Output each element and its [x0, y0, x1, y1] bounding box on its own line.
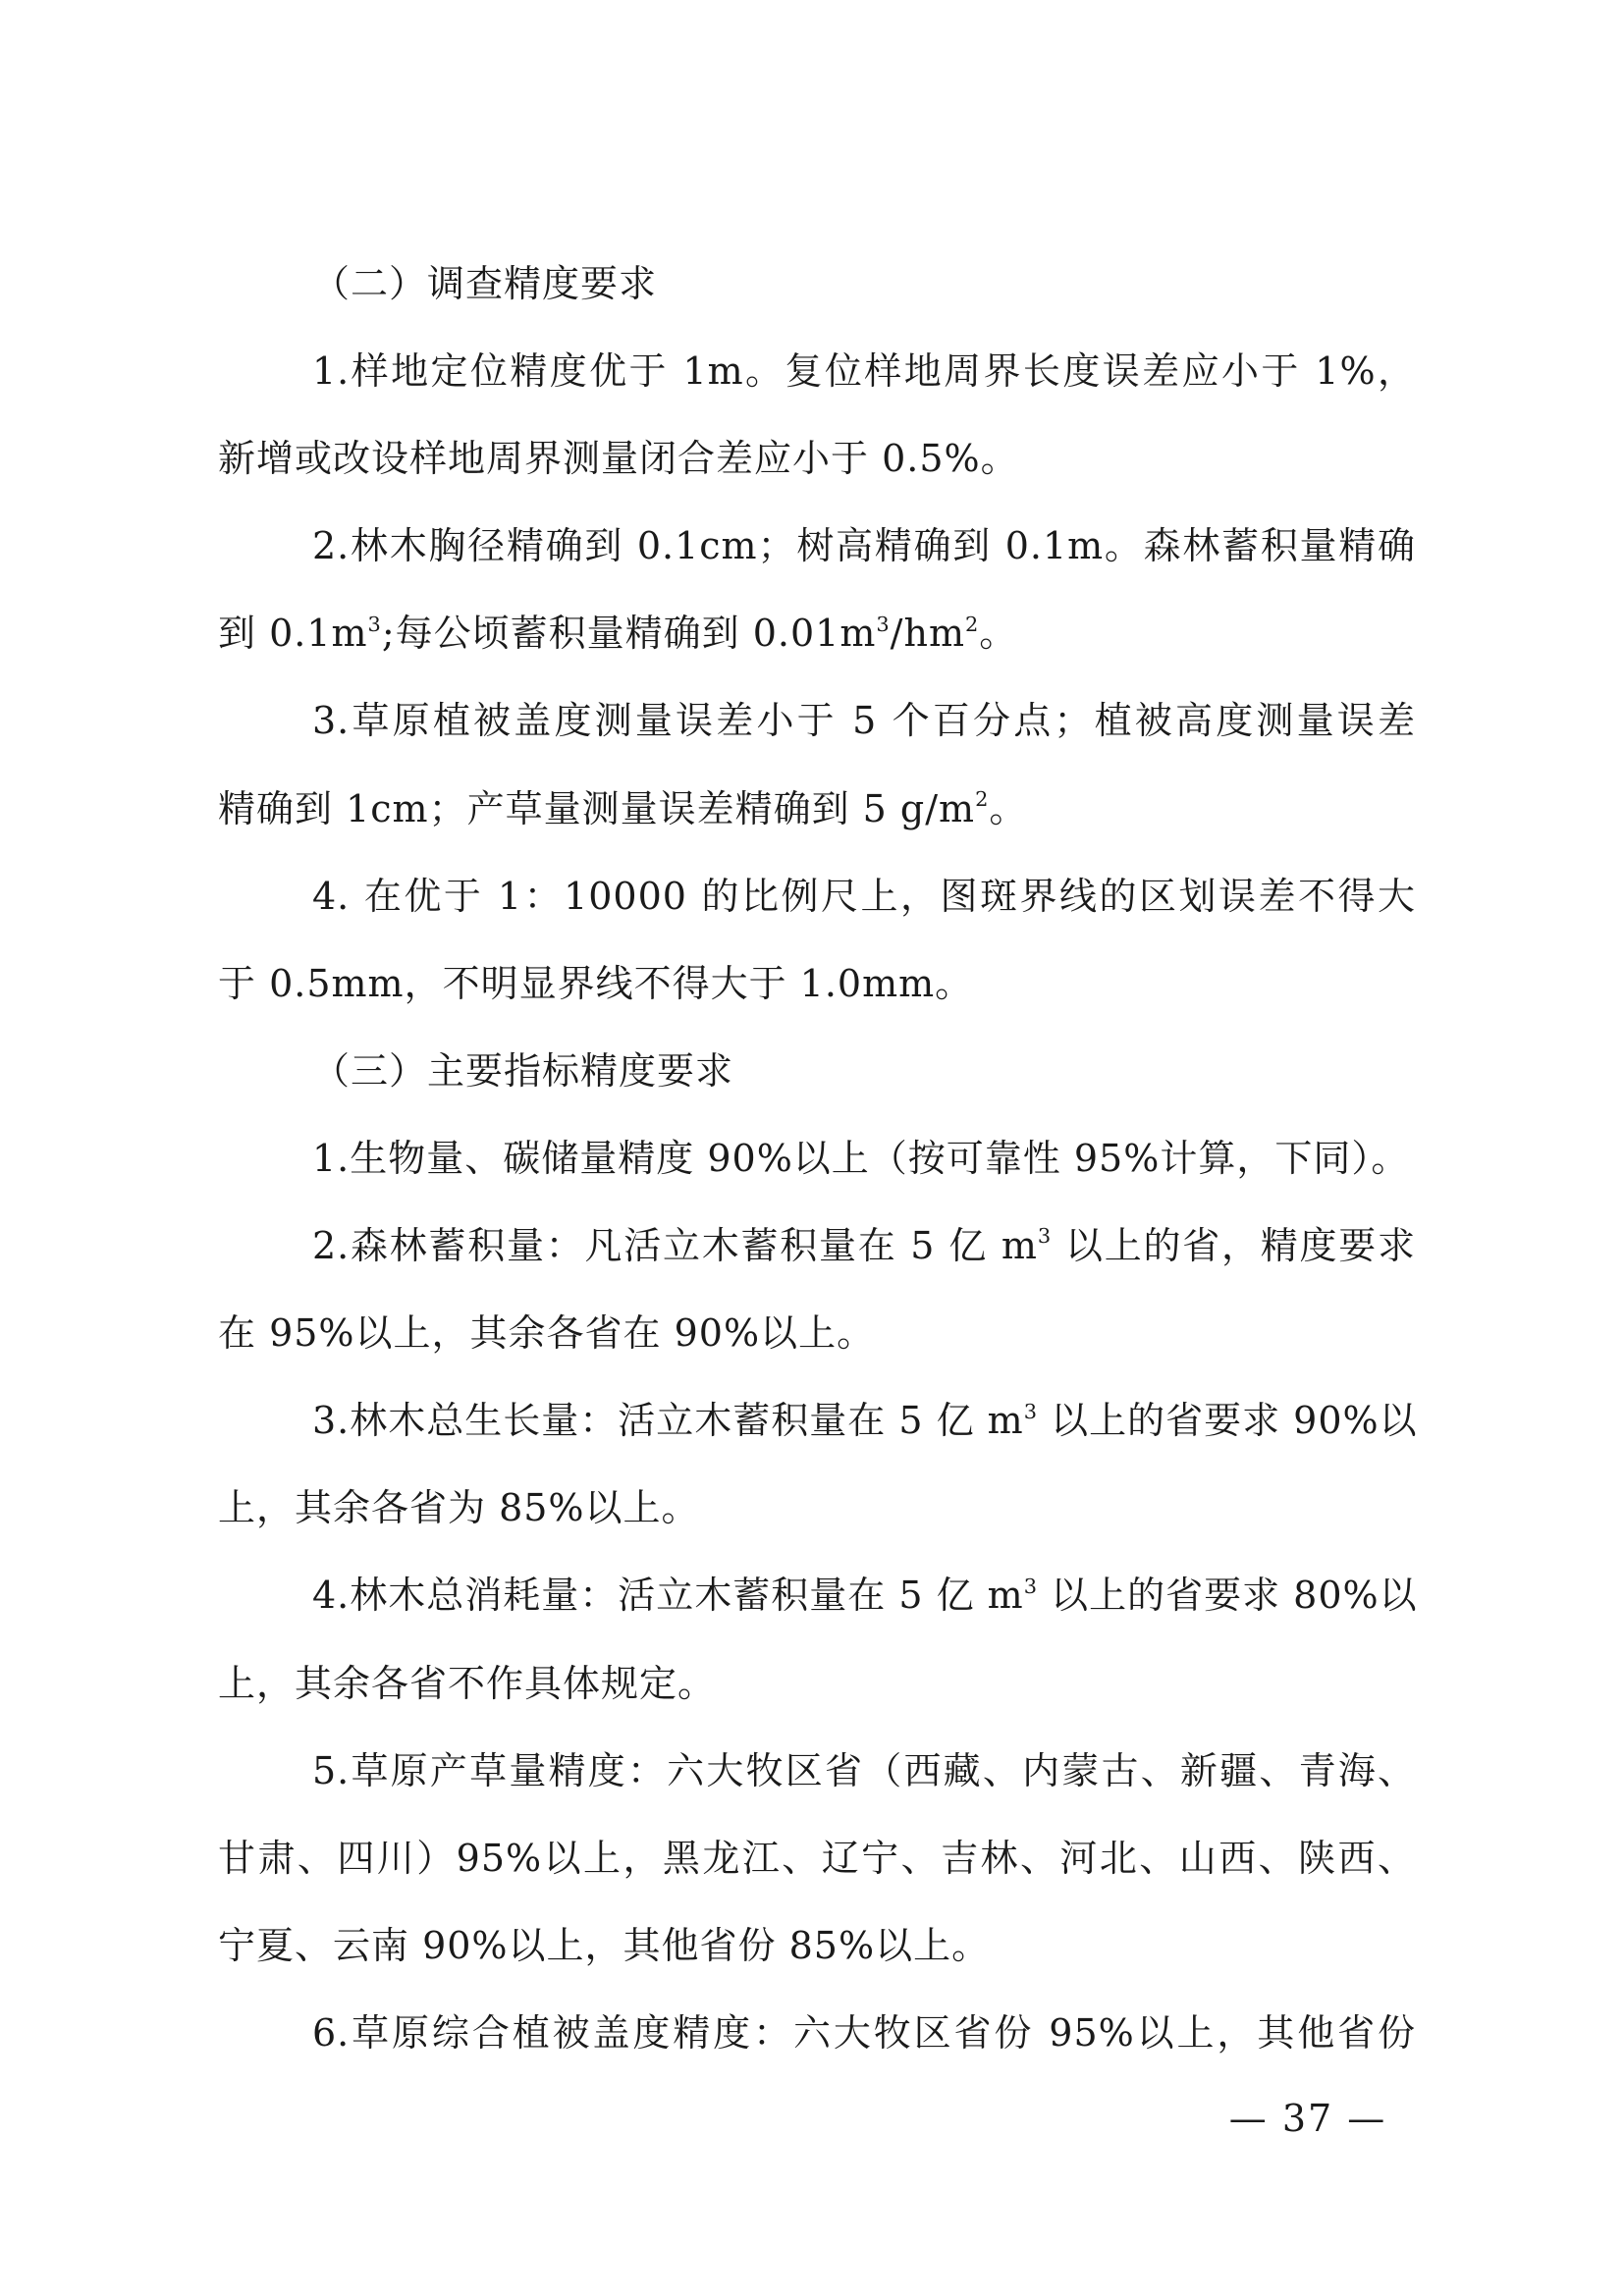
paragraph-line: 3.林木总生长量：活立木蓄积量在 5 亿 $m^3$ 以上的省要求 90%以 [312, 1399, 1418, 1443]
paragraph-line: 2.森林蓄积量：凡活立木蓄积量在 5 亿 $m^3$ 以上的省，精度要求 [312, 1224, 1416, 1268]
paragraph-line: 到 $0.1m^3$;每公顷蓄积量精确到 $0.01m^3/hm^2$。 [218, 612, 1018, 656]
paragraph-line: 于 0.5mm，不明显界线不得大于 1.0mm。 [218, 961, 974, 1005]
paragraph-line: 1.生物量、碳储量精度 90%以上（按可靠性 95%计算，下同）。 [312, 1136, 1410, 1180]
section-heading-survey-precision: （二）调查精度要求 [312, 262, 658, 305]
section-heading-main-indicators: （三）主要指标精度要求 [312, 1048, 734, 1093]
page-number: — 37 — [1228, 2097, 1387, 2140]
paragraph-line: 3.草原植被盖度测量误差小于 5 个百分点；植被高度测量误差 [312, 699, 1416, 743]
paragraph-line: 精确到 1cm；产草量测量误差精确到 5 $g/m^2$。 [218, 786, 1028, 830]
paragraph-line: 4. 在优于 1：10000 的比例尺上，图斑界线的区划误差不得大 [312, 874, 1416, 918]
paragraph-line: 甘肃、四川）95%以上，黑龙江、辽宁、吉林、河北、山西、陕西、 [218, 1836, 1416, 1880]
paragraph-line: 2.林木胸径精确到 0.1cm；树高精确到 0.1m。森林蓄积量精确 [312, 524, 1416, 568]
paragraph-line: 上，其余各省为 85%以上。 [218, 1486, 700, 1530]
paragraph-line: 上，其余各省不作具体规定。 [218, 1661, 717, 1705]
paragraph-line: 在 95%以上，其余各省在 90%以上。 [218, 1311, 876, 1356]
paragraph-line: 4.林木总消耗量：活立木蓄积量在 5 亿 $m^3$ 以上的省要求 80%以 [312, 1574, 1418, 1618]
body-text [218, 240, 1416, 2077]
paragraph-line: 6.草原综合植被盖度精度：六大牧区省份 95%以上，其他省份 [312, 2010, 1416, 2055]
paragraph-line: 宁夏、云南 90%以上，其他省份 85%以上。 [218, 1923, 991, 1967]
paragraph-line: 5.草原产草量精度：六大牧区省（西藏、内蒙古、新疆、青海、 [312, 1748, 1416, 1792]
paragraph-line: 1.样地定位精度优于 1m。复位样地周界长度误差应小于 1%， [312, 349, 1416, 394]
paragraph-line: 新增或改设样地周界测量闭合差应小于 0.5%。 [218, 437, 1019, 481]
